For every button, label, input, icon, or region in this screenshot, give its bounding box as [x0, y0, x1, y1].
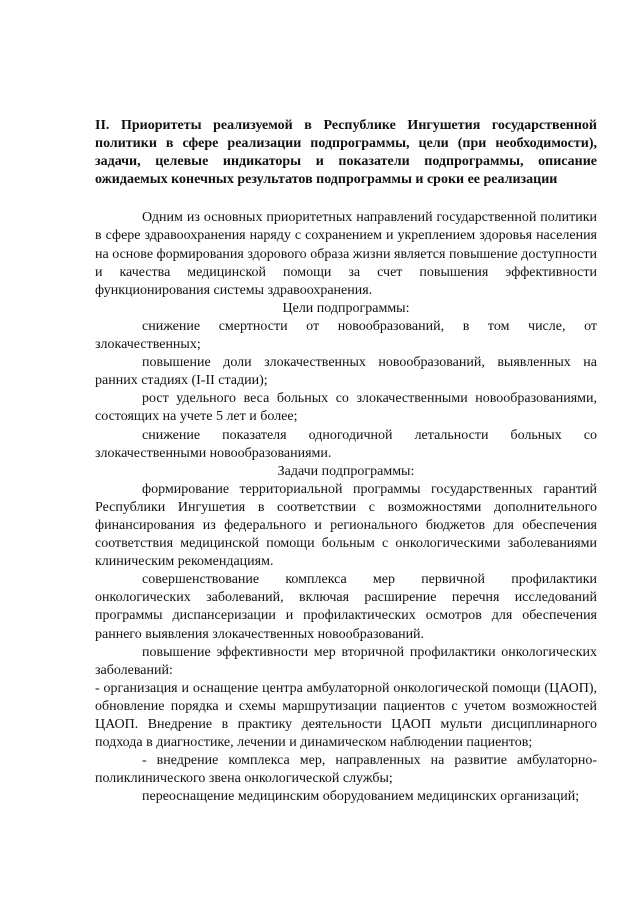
task-item: повышение эффективности мер вторичной профилактики онкологических заболеваний: [95, 644, 597, 678]
task-subitem: - организация и оснащение центра амбулаторной онкологической помощи (ЦАОП), обновление порядка и схемы маршрутизации пациентов с учетом возможностей ЦАОП. Внедрение в практику деятельности ЦАОП мульти дисциплинарного подхода в диагностике, лечении и динамическом наблюдении пациентов; [95, 680, 597, 751]
goal-item: снижение показателя одногодичной летальности больных со злокачественными новообразованиями. [95, 427, 597, 461]
tasks-title: Задачи подпрограммы: [277, 463, 415, 479]
goal-item: повышение доли злокачественных новообразований, выявленных на ранних стадиях (I-II стадии); [95, 355, 597, 389]
task-item: совершенствование комплекса мер первичной профилактики онкологических заболеваний, включая расширение перечня исследований программы диспансеризации и профилактических осмотров для обеспечения раннего выявления злокачественных новообразований. [95, 572, 597, 642]
intro-paragraph: Одним из основных приоритетных направлений государственной политики в сфере здравоохранения наряду с сохранением и укреплением здоровья населения на основе формирования здорового образа жизни является повышение доступности и качества медицинской помощи за счет повышения эффективности функционирования системы здравоохранения. [95, 210, 597, 298]
document-page [95, 117, 597, 806]
goals-title: Цели подпрограммы: [282, 300, 410, 316]
task-item: формирование территориальной программы государственных гарантий Республики Ингушетия в соответствии с возможностями дополнительного финансирования из федерального и регионального бюджетов для обеспечения соответствия медицинской помощи больным с онкологическими заболеваниями клиническим рекомендациям. [95, 481, 597, 570]
goal-item: рост удельного веса больных со злокачественными новообразованиями, состоящих на учете 5 лет и более; [95, 391, 597, 425]
task-item: переоснащение медицинским оборудованием медицинских организаций; [142, 789, 580, 805]
section-heading: II. Приоритеты реализуемой в Республике Ингушетия государственной политики в сфере реализации подпрограммы, цели (при необходимости), задачи, целевые индикаторы и показатели подпрограммы, описание ожидаемых конечных результатов подпрограммы и сроки ее реализации [95, 118, 597, 188]
goal-item: снижение смертности от новообразований, в том числе, от злокачественных; [95, 318, 597, 353]
task-subitem: - внедрение комплекса мер, направленных на развитие амбулаторно-поликлинического звена онкологической службы; [95, 753, 597, 787]
